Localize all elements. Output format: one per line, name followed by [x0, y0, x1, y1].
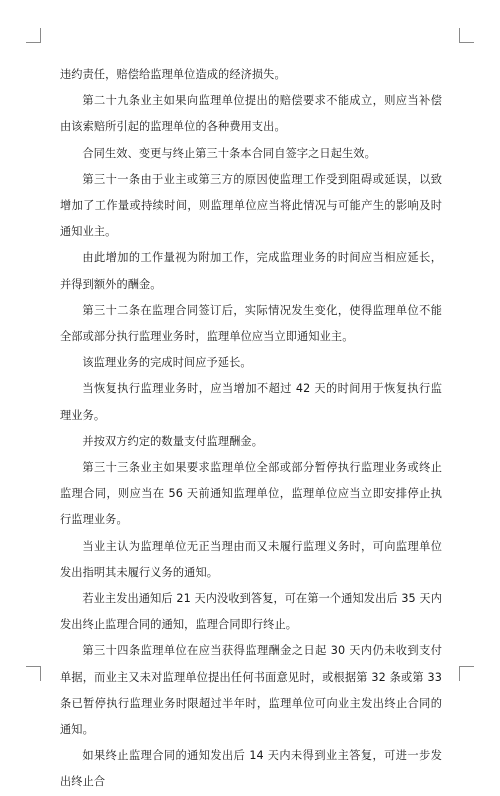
crop-mark-top-right: [459, 28, 474, 43]
paragraph: 并按双方约定的数量支付监理酬金。: [82, 434, 263, 448]
paragraph: 违约责任，赔偿给监理单位造成的经济损失。: [60, 68, 286, 81]
paragraph: 该监理业务的完成时间应予延长。: [82, 356, 252, 370]
paragraph: 第三十四条监理单位在应当获得监理酬金之日起 30 天内仍未收到支付单据，而业主又未对监理单位提出任何书面意见时，或根据第 32 条或第 33 条已暂停执行监理业务时限超过半年时，监理单位可向业主发出终止合同的通知。: [60, 644, 442, 737]
paragraph: 若业主发出通知后 21 天内没收到答复，可在第一个通知发出后 35 天内发出终止监理合同的通知，监理合同即行终止。: [60, 592, 442, 632]
paragraph: 当恢复执行监理业务时，应当增加不超过 42 天的时间用于恢复执行监理业务。: [60, 382, 442, 422]
paragraph: 如果终止监理合同的通知发出后 14 天内未得到业主答复，可进一步发出终止合: [60, 749, 442, 789]
paragraph: 当业主认为监理单位无正当理由而又未履行监理义务时，可向监理单位发出指明其未履行义务的通知。: [60, 539, 442, 579]
paragraph: 第三十二条在监理合同签订后，实际情况发生变化，使得监理单位不能全部或部分执行监理业务时，监理单位应当立即通知业主。: [60, 303, 442, 344]
paragraph: 第三十三条业主如果要求监理单位全部或部分暂停执行监理业务或终止监理合同，则应当在 56 天前通知监理单位，监理单位应当立即安排停止执行监理业务。: [60, 461, 442, 527]
crop-mark-top-left: [26, 28, 41, 43]
document-body: [60, 62, 442, 796]
paragraph: 由此增加的工作量视为附加工作，完成监理业务的时间应当相应延长，并得到额外的酬金。: [60, 251, 442, 291]
paragraph: 合同生效、变更与终止第三十条本合同自签字之日起生效。: [82, 146, 376, 160]
crop-mark-bottom-right: [459, 666, 474, 681]
crop-mark-bottom-left: [26, 666, 41, 681]
paragraph: 第二十九条业主如果向监理单位提出的赔偿要求不能成立，则应当补偿由该索赔所引起的监理单位的各种费用支出。: [60, 94, 442, 134]
paragraph: 第三十一条由于业主或第三方的原因使监理工作受到阻碍或延误，以致增加了工作量或持续时间，则监理单位应当将此情况与可能产生的影响及时通知业主。: [60, 172, 442, 239]
